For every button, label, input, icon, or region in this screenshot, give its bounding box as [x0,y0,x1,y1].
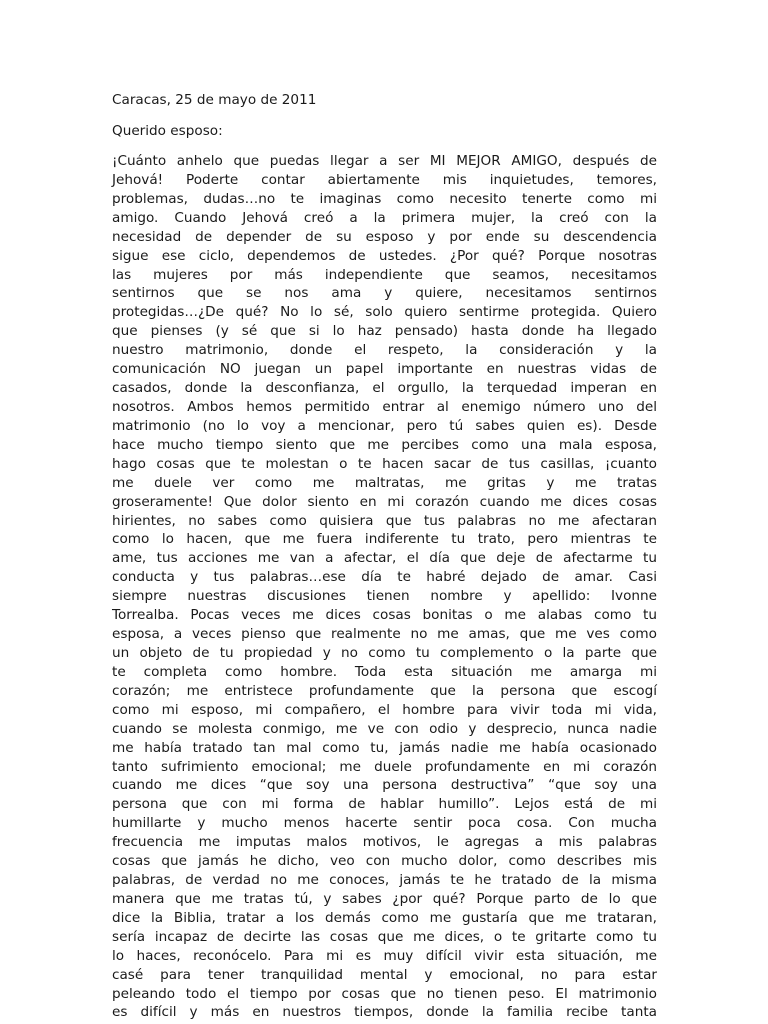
body-text-line: Jehová! Poderte contar abiertamente mis inquietudes, temores, [112,171,657,188]
body-text-line: Torrealba. Pocas veces me dices cosas bonitas o me alabas como tu [112,607,657,624]
body-text-line: conducta y tus palabras…ese día te habré dejado de amar. Casi [112,569,657,586]
body-text-line: me había tratado tan mal como tu, jamás nadie me había ocasionado [112,739,657,756]
body-text-line: como mi esposo, mi compañero, el hombre para vivir toda mi vida, [112,701,657,718]
body-text-line: cuando se molesta conmigo, me ve con odio y desprecio, nunca nadie [112,720,657,737]
body-text-line: matrimonio (no lo voy a mencionar, pero tú sabes quien es). Desde [112,417,657,434]
body-text-line: humillarte y mucho menos hacerte sentir poca cosa. Con mucha [112,815,657,832]
body-text-line: hace mucho tiempo siento que me percibes como una mala esposa, [112,436,657,453]
body-text-line: dice la Biblia, tratar a los demás como me gustaría que me trataran, [112,909,657,926]
body-text-line: hirientes, no sabes como quisiera que tus palabras no me afectaran [112,512,657,529]
body-text-line: casé para tener tranquilidad mental y emocional, no para estar [112,966,657,983]
body-text-line: nuestro matrimonio, donde el respeto, la consideración y la [112,342,657,359]
body-text-line: esposa, a veces pienso que realmente no me amas, que me ves como [112,626,657,643]
body-text-line: como lo hacen, que me fuera indiferente tu trato, pero mientras te [112,531,657,548]
body-text-line: manera que me tratas tú, y sabes ¿por qué? Porque parto de lo que [112,890,657,907]
body-text-line: las mujeres por más independiente que seamos, necesitamos [112,266,657,283]
body-text-line: frecuencia me imputas malos motivos, le agregas a mis palabras [112,834,657,851]
body-text-line: me duele ver como me maltratas, me gritas y me tratas [112,474,657,491]
body-text-line: palabras, de verdad no me conoces, jamás te he tratado de la misma [112,872,657,889]
body-text-line: groseramente! Que dolor siento en mi corazón cuando me dices cosas [112,493,657,510]
body-text-line: nosotros. Ambos hemos permitido entrar al enemigo número uno del [112,398,657,415]
body-text-line: sentirnos que se nos ama y quiere, necesitamos sentirnos [112,285,657,302]
body-text-line: que pienses (y sé que si lo haz pensado) hasta donde ha llegado [112,323,657,340]
body-text-line: tanto sufrimiento emocional; me duele profundamente en mi corazón [112,758,657,775]
body-text-line: sería incapaz de decirte las cosas que me dices, o te gritarte como tu [112,928,657,945]
body-text-line: ame, tus acciones me van a afectar, el día que deje de afectarme tu [112,550,657,567]
body-text-line: sigue ese ciclo, dependemos de ustedes. ¿Por qué? Porque nosotras [112,247,657,264]
body-text-line: amigo. Cuando Jehová creó a la primera mujer, la creó con la [112,209,657,226]
body-text-line: problemas, dudas…no te imaginas como necesito tenerte como mi [112,190,657,207]
body-text-line: hago cosas que te molestan o te hacen sacar de tus casillas, ¡cuanto [112,455,657,472]
body-text-line: cuando me dices “que soy una persona destructiva” “que soy una [112,777,657,794]
body-text-line: te completa como hombre. Toda esta situación me amarga mi [112,663,657,680]
body-text-line: ¡Cuánto anhelo que puedas llegar a ser MI MEJOR AMIGO, después de [112,153,657,169]
body-text-line: protegidas…¿De qué? No lo sé, solo quiero sentirme protegida. Quiero [112,304,657,321]
body-text-line: peleando todo el tiempo por cosas que no tienen peso. El matrimonio [112,985,657,1002]
body-text-line: comunicación NO juegan un papel importante en nuestras vidas de [112,361,657,378]
body-text-line: cosas que jamás he dicho, veo con mucho dolor, como describes mis [112,853,657,870]
body-text-line: es difícil y más en nuestros tiempos, donde la familia recibe tanta [112,1004,657,1021]
letter-date: Caracas, 25 de mayo de 2011 [112,92,317,108]
body-text-line: necesidad de depender de su esposo y por ende su descendencia [112,228,657,245]
letter-body [112,152,657,1022]
body-text-line: persona que con mi forma de hablar humillo”. Lejos está de mi [112,796,657,813]
body-text-line: un objeto de tu propiedad y no como tu complemento o la parte que [112,644,657,661]
body-text-line: lo haces, reconócelo. Para mi es muy difícil vivir esta situación, me [112,947,657,964]
letter-greeting: Querido esposo: [112,123,223,139]
body-text-line: siempre nuestras discusiones tienen nombre y apellido: Ivonne [112,588,657,605]
body-text-line: casados, donde la desconfianza, el orgullo, la terquedad imperan en [112,380,657,397]
body-text-line: corazón; me entristece profundamente que la persona que escogí [112,682,657,699]
